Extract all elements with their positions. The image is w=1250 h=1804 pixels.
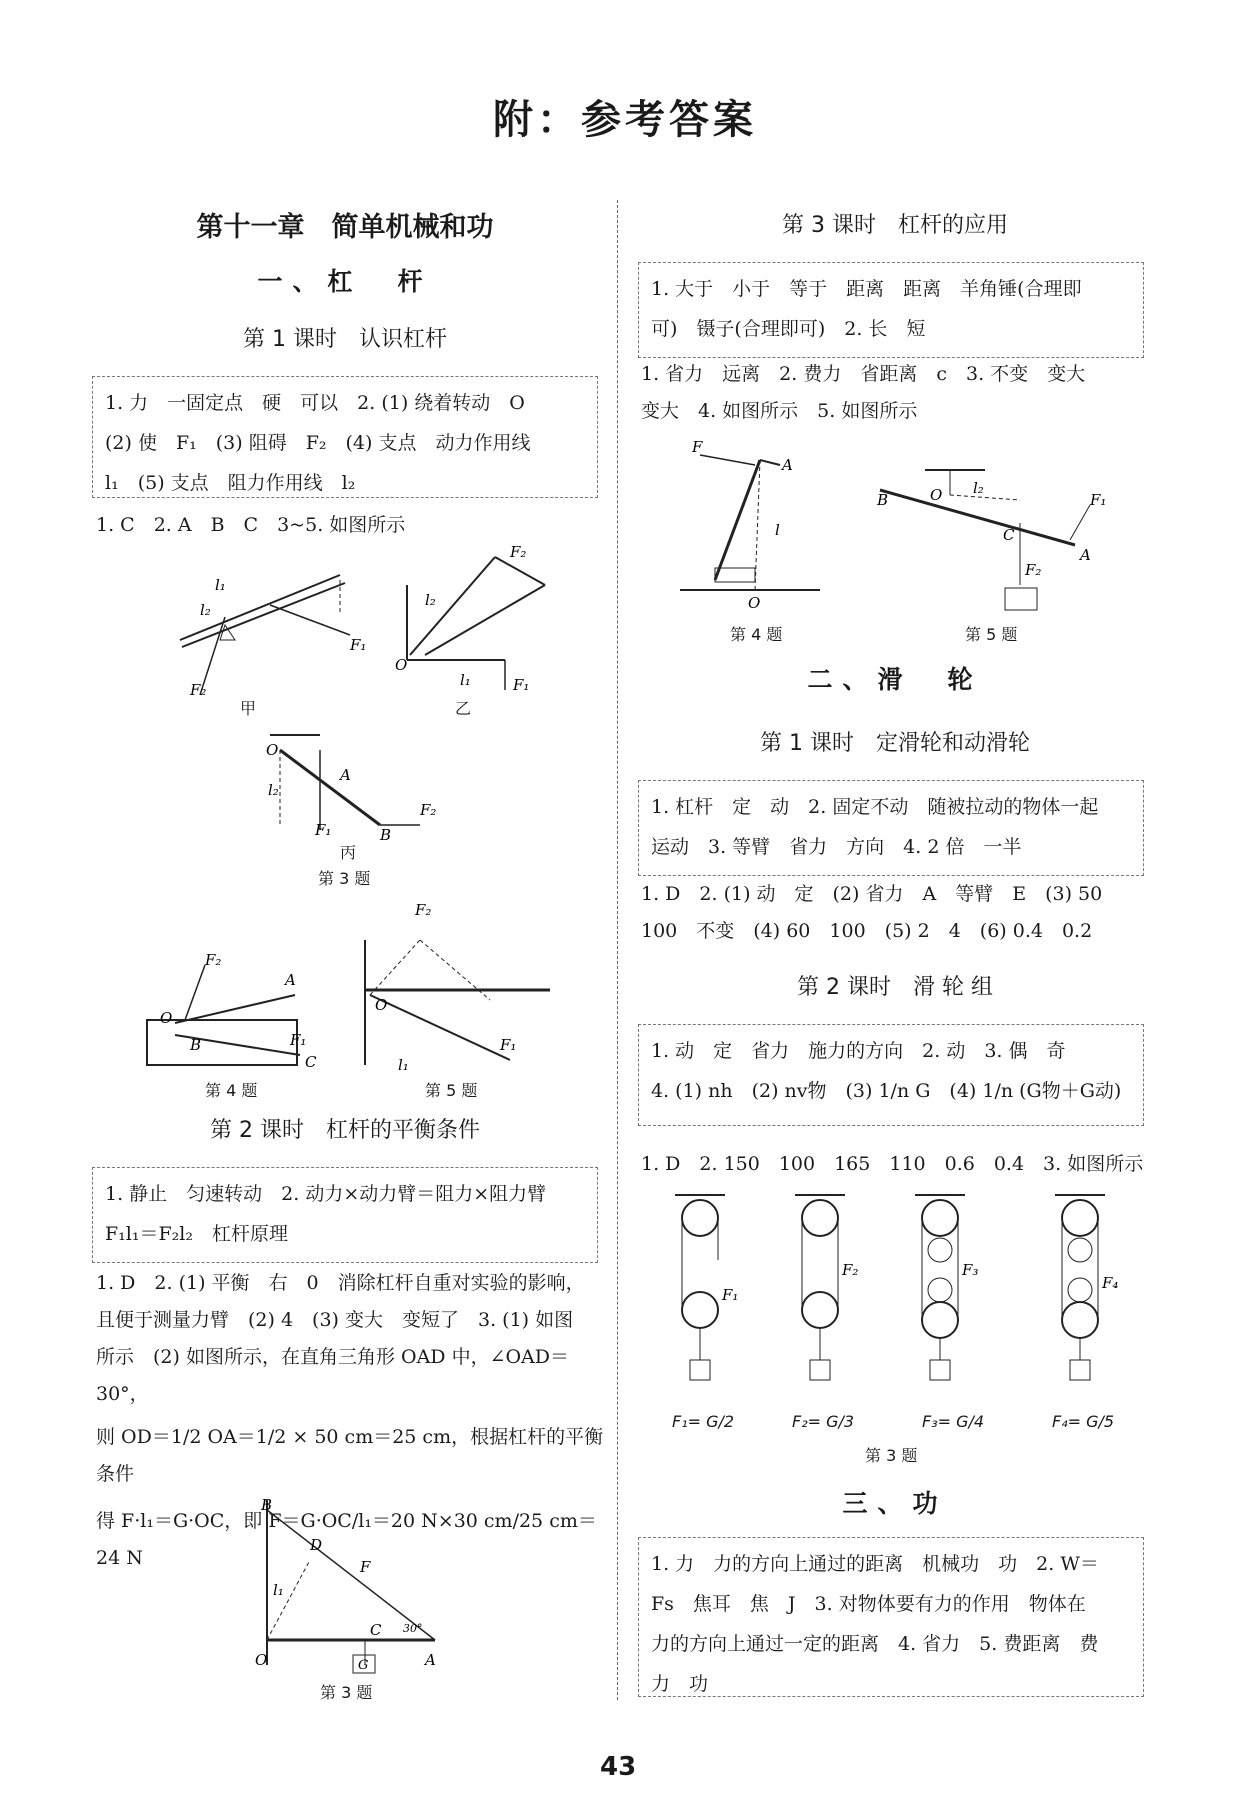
text-line: 得 F·l₁＝G·OC，即 F＝G·OC/l₁＝20 N×30 cm/25 cm＝24 N xyxy=(96,1510,597,1569)
svg-text:O: O xyxy=(375,996,388,1014)
svg-text:A: A xyxy=(340,766,351,784)
svg-text:F₁: F₁ xyxy=(350,636,367,654)
pulley-system-2 xyxy=(795,1195,858,1380)
figure-yi xyxy=(395,545,575,695)
svg-text:A: A xyxy=(285,971,296,989)
text-line: 运动 3. 等臂 省力 方向 4. 2 倍 一半 xyxy=(651,836,1022,858)
caption-q5-right: 第 5 题 xyxy=(965,625,1018,644)
lesson-3-title: 第 3 课时 杠杆的应用 xyxy=(782,213,1008,238)
svg-text:C: C xyxy=(305,1053,317,1071)
pulley-lesson-1-box xyxy=(638,780,1144,876)
svg-text:O: O xyxy=(160,1009,173,1027)
text-line: Fs 焦耳 焦 J 3. 对物体要有力的作用 物体在 xyxy=(651,1593,1086,1615)
text-line: F₁l₁＝F₂l₂ 杠杆原理 xyxy=(105,1223,288,1245)
figure-label-bing: 丙 xyxy=(340,843,357,862)
svg-text:D: D xyxy=(310,1536,323,1554)
page-number: 43 xyxy=(600,1752,637,1782)
svg-text:A: A xyxy=(425,1651,436,1669)
svg-text:l₂: l₂ xyxy=(425,591,436,609)
text-line: (2) 使 F₁ (3) 阻碍 F₂ (4) 支点 动力作用线 xyxy=(105,432,531,454)
svg-text:O: O xyxy=(930,486,943,504)
svg-text:l₁: l₁ xyxy=(460,671,471,689)
caption-q4-left: 第 4 题 xyxy=(205,1081,258,1100)
caption-q3: 第 3 题 xyxy=(318,869,371,888)
svg-text:O: O xyxy=(255,1651,268,1669)
svg-text:F₃: F₃ xyxy=(962,1261,979,1279)
text-line: 变大 4. 如图所示 5. 如图所示 xyxy=(641,400,918,422)
pulley-system-3 xyxy=(915,1195,978,1380)
section-lever: 一、杠 杆 xyxy=(257,267,433,296)
figure-q4-right xyxy=(670,440,830,610)
svg-text:O: O xyxy=(395,656,408,674)
svg-text:l₂: l₂ xyxy=(268,781,279,799)
svg-text:G: G xyxy=(358,1658,369,1673)
svg-text:l₂: l₂ xyxy=(973,479,984,497)
figure-q4-left xyxy=(145,951,317,1075)
text-line: 1. 省力 远离 2. 费力 省距离 c 3. 不变 变大 xyxy=(641,363,1086,385)
lesson-1-title: 第 1 课时 认识杠杆 xyxy=(243,327,447,352)
text-line: 力 功 xyxy=(651,1673,709,1695)
text-line: 1. 静止 匀速转动 2. 动力×动力臂＝阻力×阻力臂 xyxy=(105,1183,547,1205)
pulley-lesson-1-title: 第 1 课时 定滑轮和动滑轮 xyxy=(760,731,1030,756)
pulley-lesson-1-answers xyxy=(641,876,1151,950)
svg-text:F: F xyxy=(692,438,703,456)
svg-text:l₁: l₁ xyxy=(215,576,226,594)
lesson-1-box xyxy=(92,376,598,498)
lesson-2-box xyxy=(92,1167,598,1263)
text-line: 所示 (2) 如图所示，在直角三角形 OAD 中，∠OAD＝30°， xyxy=(96,1346,570,1405)
caption-q4-right: 第 4 题 xyxy=(730,625,783,644)
svg-text:F₁: F₁ xyxy=(1090,491,1107,509)
pulley-formula-4: F₄= G/5 xyxy=(1052,1412,1115,1431)
svg-text:F₁: F₁ xyxy=(290,1031,307,1049)
figure-bing xyxy=(260,730,440,844)
work-box xyxy=(638,1537,1144,1697)
text-line: 力的方向上通过一定的距离 4. 省力 5. 费距离 费 xyxy=(651,1633,1099,1655)
svg-text:C: C xyxy=(1003,526,1015,544)
text-line: 1. 动 定 省力 施力的方向 2. 动 3. 偶 奇 xyxy=(651,1040,1066,1062)
svg-text:l₁: l₁ xyxy=(273,1581,284,1599)
text-line: 1. D 2. (1) 动 定 (2) 省力 A 等臂 E (3) 50 xyxy=(641,883,1103,905)
svg-text:F₁: F₁ xyxy=(722,1286,739,1304)
section-work: 三、功 xyxy=(842,1489,948,1518)
figure-q5-left xyxy=(360,900,560,1074)
text-line: 则 OD＝1/2 OA＝1/2 × 50 cm＝25 cm，根据杠杆的平衡条件 xyxy=(96,1426,604,1485)
svg-text:B: B xyxy=(261,1496,273,1514)
figure-lever-oab xyxy=(255,1496,455,1675)
caption-q5-left: 第 5 题 xyxy=(425,1081,478,1100)
svg-text:F: F xyxy=(360,1558,371,1576)
text-line: 1. 力 一固定点 硬 可以 2. (1) 绕着转动 O xyxy=(105,392,525,414)
caption-l2-q3: 第 3 题 xyxy=(320,1683,373,1702)
svg-text:F₄: F₄ xyxy=(1102,1274,1119,1292)
lesson-3-answers xyxy=(641,356,1141,430)
lesson-3-box xyxy=(638,262,1144,358)
text-line: 1. 大于 小于 等于 距离 距离 羊角锤(合理即 xyxy=(651,278,1082,300)
text-line: 1. D 2. (1) 平衡 右 0 消除杠杆自重对实验的影响， xyxy=(96,1272,585,1294)
text-line: 4. (1) nh (2) nv物 (3) 1/n G (4) 1/n (G物＋G动) xyxy=(651,1080,1122,1102)
figure-jia xyxy=(140,555,380,705)
caption-pulley-q3: 第 3 题 xyxy=(865,1446,918,1465)
figure-label-yi: 乙 xyxy=(455,699,472,718)
svg-text:C: C xyxy=(370,1621,382,1639)
svg-text:F₂: F₂ xyxy=(415,901,432,919)
svg-text:F₂: F₂ xyxy=(842,1261,859,1279)
svg-text:F₂: F₂ xyxy=(205,951,222,969)
svg-text:B: B xyxy=(190,1036,202,1054)
pulley-system-1 xyxy=(675,1195,738,1380)
text-line: 100 不变 (4) 60 100 (5) 2 4 (6) 0.4 0.2 xyxy=(641,920,1093,942)
text-line: l₁ (5) 支点 阻力作用线 l₂ xyxy=(105,472,356,494)
svg-text:B: B xyxy=(380,826,392,844)
text-line: 可) 镊子(合理即可) 2. 长 短 xyxy=(651,318,926,340)
svg-text:F₁: F₁ xyxy=(315,821,332,839)
svg-text:F₂: F₂ xyxy=(1025,561,1042,579)
text-line: 且便于测量力臂 (2) 4 (3) 变大 变短了 3. (1) 如图 xyxy=(96,1309,574,1331)
lesson-2-title: 第 2 课时 杠杆的平衡条件 xyxy=(210,1118,480,1143)
svg-text:O: O xyxy=(748,594,761,612)
svg-text:l₂: l₂ xyxy=(200,601,211,619)
pulley-formula-2: F₂= G/3 xyxy=(792,1412,855,1431)
pulley-lesson-2-answers: 1. D 2. 150 100 165 110 0.6 0.4 3. 如图所示 xyxy=(641,1153,1144,1175)
svg-text:l: l xyxy=(775,521,780,539)
svg-text:F₁: F₁ xyxy=(500,1036,517,1054)
pulley-lesson-2-box xyxy=(638,1024,1144,1126)
svg-text:F₂: F₂ xyxy=(190,681,207,699)
text-line: 1. 力 力的方向上通过的距离 机械功 功 2. W＝ xyxy=(651,1553,1099,1575)
svg-text:B: B xyxy=(877,491,889,509)
column-divider xyxy=(617,200,618,1700)
svg-text:F₂: F₂ xyxy=(510,543,527,561)
pulley-formula-1: F₁= G/2 xyxy=(672,1412,735,1431)
svg-text:l₁: l₁ xyxy=(398,1056,409,1074)
svg-text:O: O xyxy=(266,741,279,759)
figure-pulleys xyxy=(660,1190,1140,1390)
pulley-lesson-2-title: 第 2 课时 滑 轮 组 xyxy=(797,975,993,1000)
svg-text:30°: 30° xyxy=(403,1622,423,1635)
svg-text:F₁: F₁ xyxy=(513,676,530,694)
chapter-title: 第十一章 简单机械和功 xyxy=(196,212,494,243)
section-pulley: 二、滑 轮 xyxy=(807,665,983,694)
pulley-formula-3: F₃= G/4 xyxy=(922,1412,985,1431)
text-line: 1. 杠杆 定 动 2. 固定不动 随被拉动的物体一起 xyxy=(651,796,1099,818)
page-title: 附：参考答案 xyxy=(493,97,757,143)
pulley-system-4 xyxy=(1055,1195,1118,1380)
figure-label-jia: 甲 xyxy=(240,699,257,718)
svg-text:A: A xyxy=(1080,546,1091,564)
svg-text:F₂: F₂ xyxy=(420,801,437,819)
figure-q5-right xyxy=(875,465,1105,615)
lesson-1-answers: 1. C 2. A B C 3~5. 如图所示 xyxy=(96,514,406,536)
svg-text:A: A xyxy=(782,456,793,474)
